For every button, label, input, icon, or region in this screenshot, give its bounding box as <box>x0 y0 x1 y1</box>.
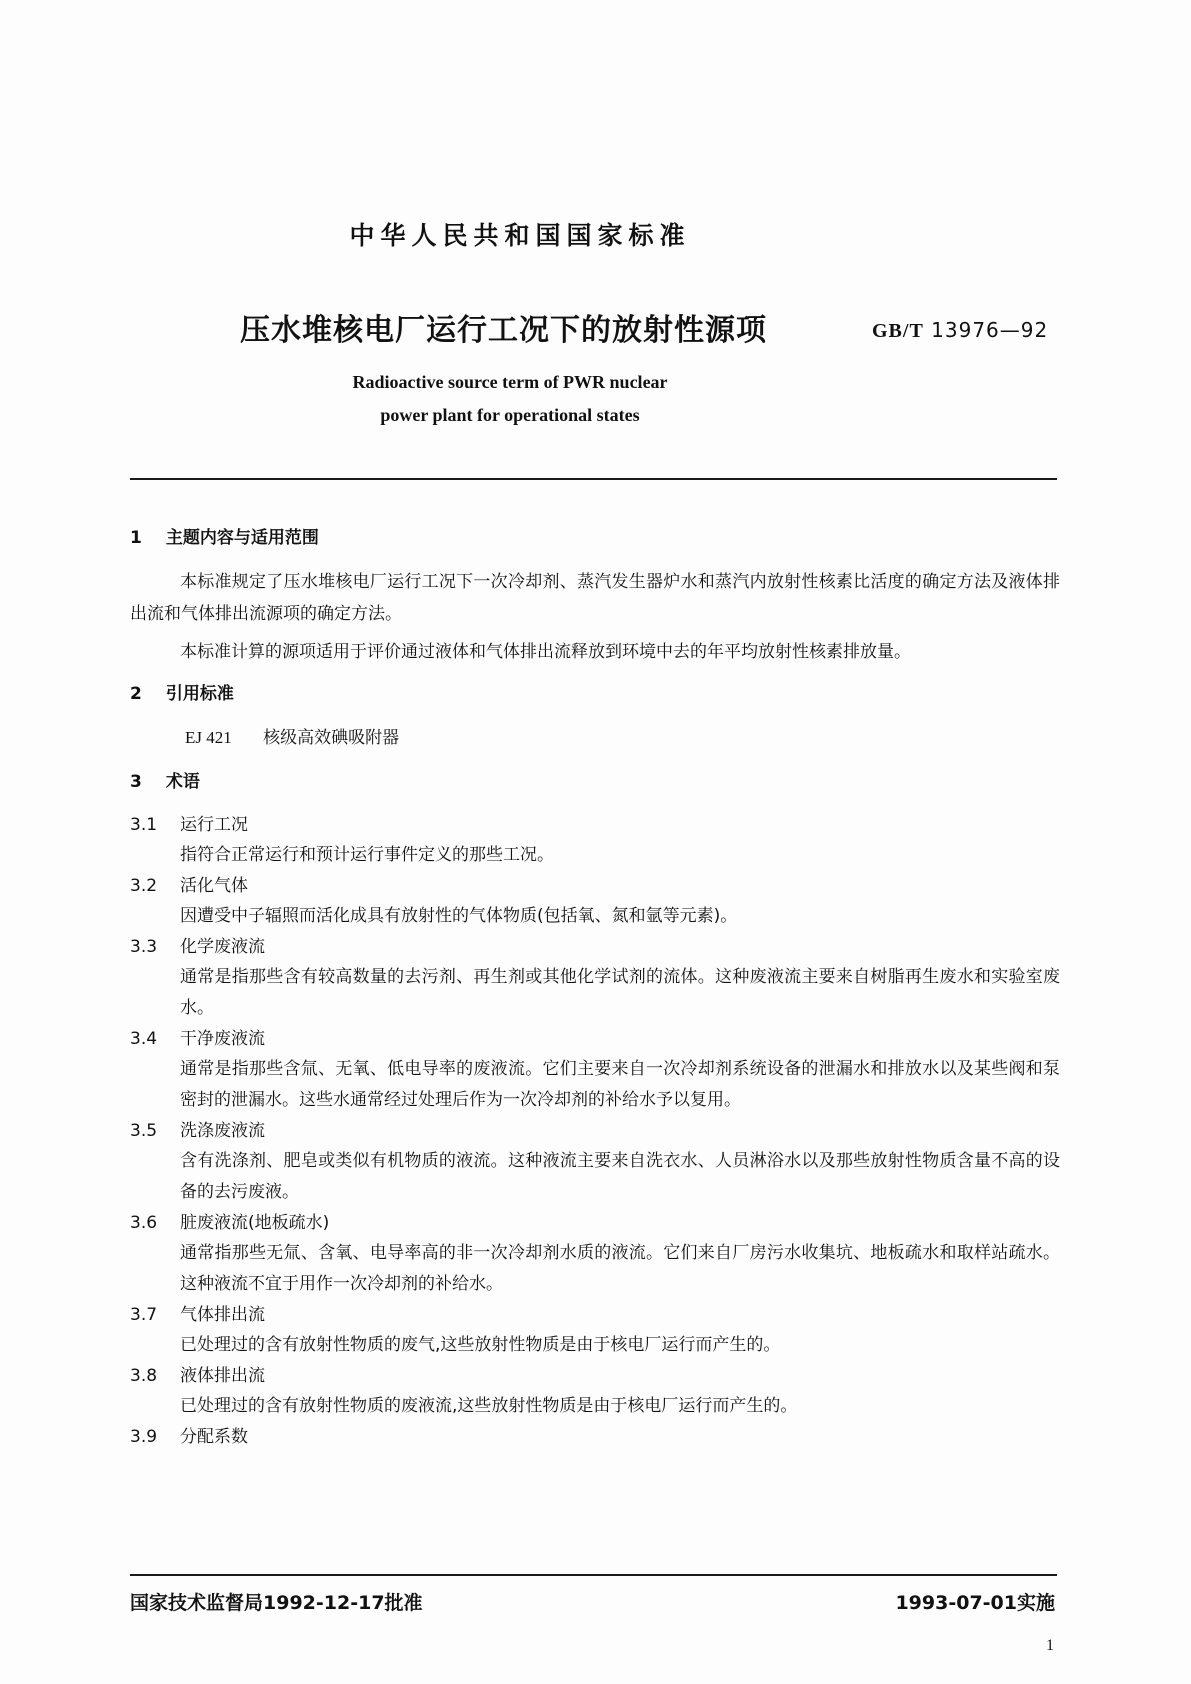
term-3-4 <box>130 1024 1060 1116</box>
term-name: 脏废液流(地板疏水) <box>180 1213 330 1233</box>
term-number: 3.6 <box>130 1213 158 1233</box>
term-definition: 通常是指那些含氚、无氧、低电导率的废液流。它们主要来自一次冷却剂系统设备的泄漏水和排放水以及某些阀和泵密封的泄漏水。这些水通常经过处理后作为一次冷却剂的补给水予以复用。 <box>180 1059 1060 1110</box>
section-title: 引用标准 <box>165 684 234 704</box>
approval-line: 国家技术监督局1992-12-17批准 <box>130 1592 423 1614</box>
term-number: 3.5 <box>130 1121 158 1141</box>
standard-number <box>872 318 1048 343</box>
term-definition: 通常指那些无氚、含氧、电导率高的非一次冷却剂水质的液流。它们来自厂房污水收集坑、地板疏水和取样站疏水。这种液流不宜于用作一次冷却剂的补给水。 <box>180 1243 1060 1294</box>
term-name: 气体排出流 <box>180 1305 265 1325</box>
section-1-paragraph-2: 本标准计算的源项适用于评价通过液体和气体排出流释放到环境中去的年平均放射性核素排放量。 <box>180 642 911 662</box>
term-heading <box>130 1208 1060 1238</box>
term-number: 3.2 <box>130 876 158 896</box>
section-1-paragraph-1: 本标准规定了压水堆核电厂运行工况下一次冷却剂、蒸汽发生器炉水和蒸汽内放射性核素比活度的确定方法及液体排出流和气体排出流源项的确定方法。 <box>130 572 1060 624</box>
term-name: 洗涤废液流 <box>180 1121 265 1141</box>
standard-prefix: GB/T <box>872 320 924 342</box>
term-3-1 <box>130 810 1060 871</box>
term-list <box>130 810 1060 1452</box>
term-definition: 已处理过的含有放射性物质的废气,这些放射性物质是由于核电厂运行而产生的。 <box>180 1335 781 1355</box>
term-definition: 含有洗涤剂、肥皂或类似有机物质的液流。这种液流主要来自洗衣水、人员淋浴水以及那些放射性物质含量不高的设备的去污废液。 <box>180 1151 1060 1202</box>
title-en-line-1: Radioactive source term of PWR nuclear <box>352 372 668 392</box>
section-title: 术语 <box>165 772 200 792</box>
title-en-line-2: power plant for operational states <box>380 405 640 425</box>
term-definition: 指符合正常运行和预计运行事件定义的那些工况。 <box>180 845 554 865</box>
national-standard-heading: 中华人民共和国国家标准 <box>349 221 691 250</box>
term-number: 3.7 <box>130 1305 158 1325</box>
effective-date: 1993-07-01实施 <box>895 1592 1055 1614</box>
standard-code: 13976—92 <box>931 318 1049 342</box>
term-heading <box>130 871 1060 901</box>
section-2-heading <box>130 676 1060 712</box>
section-number: 1 <box>130 528 142 548</box>
term-name: 液体排出流 <box>180 1366 265 1386</box>
term-heading <box>130 1361 1060 1391</box>
term-heading <box>130 1422 1060 1452</box>
term-3-9 <box>130 1422 1060 1452</box>
term-3-2 <box>130 871 1060 932</box>
term-heading <box>130 1300 1060 1330</box>
term-3-7 <box>130 1300 1060 1361</box>
term-name: 运行工况 <box>180 815 248 835</box>
footer-divider <box>130 1574 1057 1576</box>
term-heading <box>130 932 1060 962</box>
document-body <box>130 520 1060 1452</box>
section-3-heading <box>130 764 1060 800</box>
term-heading <box>130 810 1060 840</box>
section-number: 2 <box>130 684 142 704</box>
term-3-3 <box>130 932 1060 1024</box>
term-name: 干净废液流 <box>180 1029 265 1049</box>
term-definition: 已处理过的含有放射性物质的废液流,这些放射性物质是由于核电厂运行而产生的。 <box>180 1396 798 1416</box>
term-heading <box>130 1024 1060 1054</box>
page-number: 1 <box>1046 1637 1054 1654</box>
section-title: 主题内容与适用范围 <box>165 528 319 548</box>
reference-title: 核级高效碘吸附器 <box>263 728 400 748</box>
reference-standard <box>185 722 1060 754</box>
term-number: 3.1 <box>130 815 158 835</box>
term-name: 分配系数 <box>180 1427 248 1447</box>
header-divider <box>130 478 1057 480</box>
reference-code: EJ 421 <box>185 728 232 747</box>
document-title-en <box>300 366 720 432</box>
term-definition: 通常是指那些含有较高数量的去污剂、再生剂或其他化学试剂的流体。这种废液流主要来自树脂再生废水和实验室废水。 <box>180 967 1060 1018</box>
section-number: 3 <box>130 772 142 792</box>
term-name: 活化气体 <box>180 876 248 896</box>
term-number: 3.3 <box>130 937 158 957</box>
section-1-heading <box>130 520 1060 556</box>
term-number: 3.9 <box>130 1427 158 1447</box>
term-name: 化学废液流 <box>180 937 265 957</box>
document-title-cn: 压水堆核电厂运行工况下的放射性源项 <box>240 313 767 348</box>
term-3-6 <box>130 1208 1060 1300</box>
term-number: 3.4 <box>130 1029 158 1049</box>
term-definition: 因遭受中子辐照而活化成具有放射性的气体物质(包括氧、氮和氩等元素)。 <box>180 906 738 926</box>
term-3-5 <box>130 1116 1060 1208</box>
term-heading <box>130 1116 1060 1146</box>
term-3-8 <box>130 1361 1060 1422</box>
term-number: 3.8 <box>130 1366 158 1386</box>
